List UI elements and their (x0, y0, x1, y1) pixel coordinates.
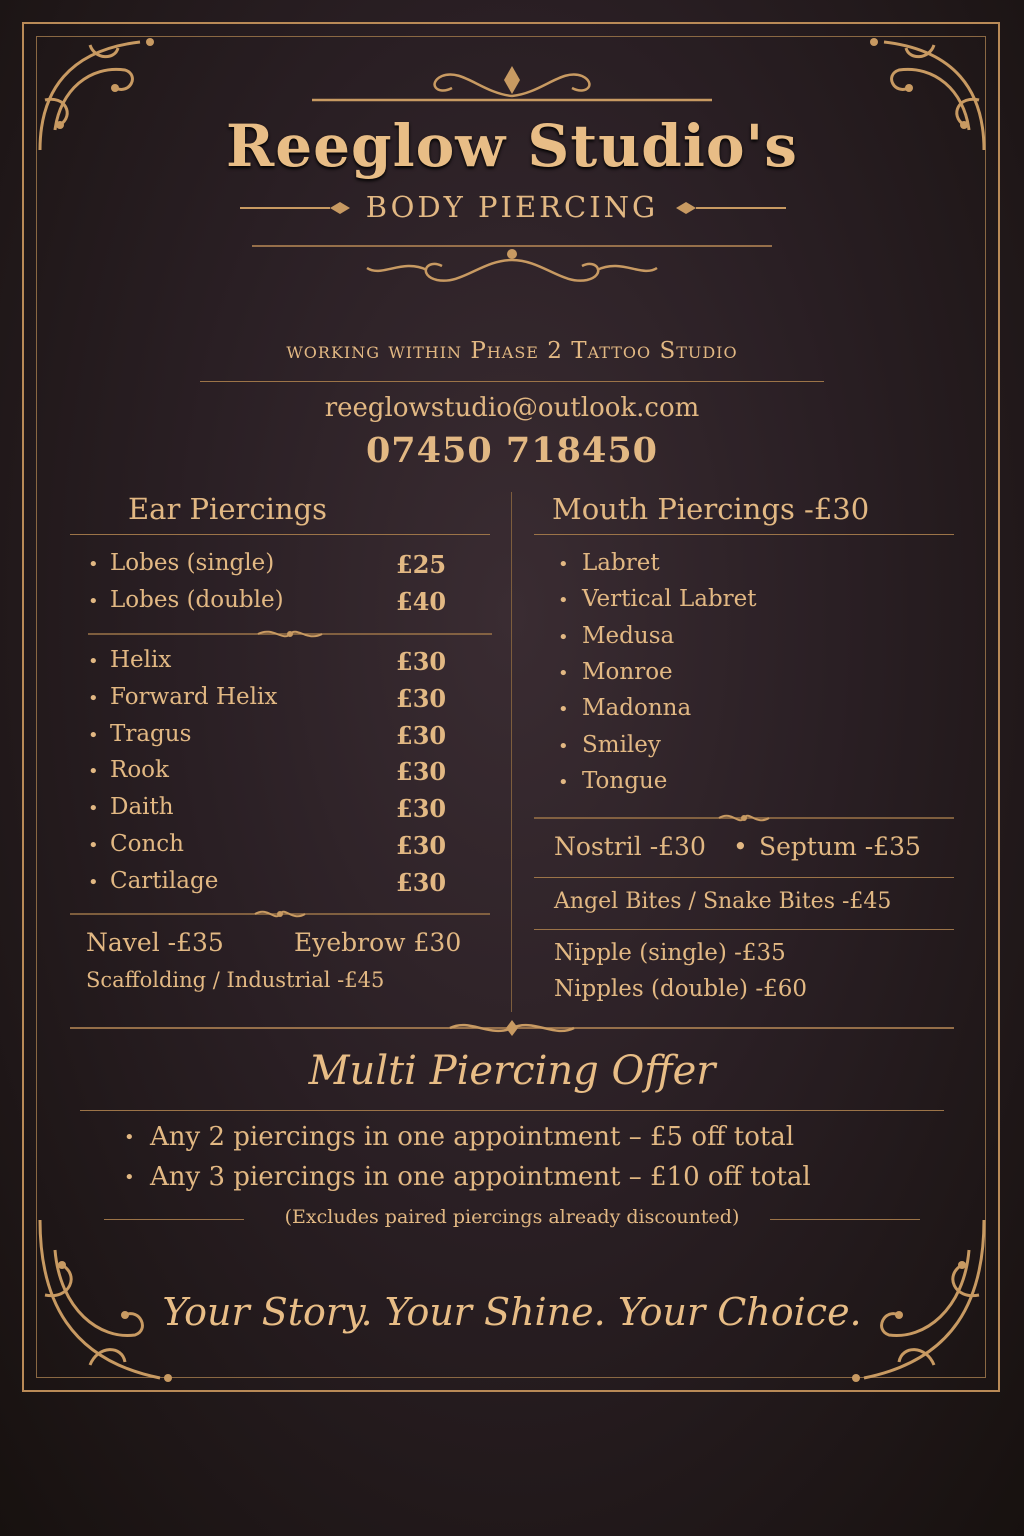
list-item-name: Tragus (110, 720, 192, 747)
bullet-icon: • (88, 798, 99, 820)
bullet-icon: • (558, 735, 569, 757)
bullet-icon: • (558, 771, 569, 793)
list-item-name: Forward Helix (110, 683, 278, 710)
nipple-single-price: Nipple (single) -£35 (554, 940, 786, 966)
list-item-price: £30 (396, 647, 447, 676)
list-item: Medusa (582, 622, 675, 649)
offer-divider-ornament (70, 1018, 954, 1038)
offer-item: Any 2 piercings in one appointment – £5 off total (150, 1122, 795, 1152)
list-item-price: £30 (396, 720, 447, 750)
divider (200, 381, 824, 382)
bullet-icon: • (88, 591, 99, 612)
scaffolding-price: Scaffolding / Industrial -£45 (86, 968, 385, 992)
bullet-icon: • (88, 554, 99, 575)
mouth-divider-ornament (534, 810, 954, 826)
column-divider (511, 492, 512, 1012)
list-item: Smiley (582, 731, 661, 758)
divider (770, 1219, 920, 1220)
divider (534, 929, 954, 930)
list-item: Tongue (582, 767, 668, 794)
tagline: Your Story. Your Shine. Your Choice. (162, 1290, 862, 1334)
list-item-name: Daith (110, 794, 174, 821)
list-item-name: Lobes (single) (110, 550, 275, 576)
list-item: Labret (582, 550, 660, 576)
list-item-price: £25 (396, 550, 447, 579)
subtitle: BODY PIERCING (365, 190, 659, 224)
list-item-name: Rook (110, 757, 169, 784)
offer-title: Multi Piercing Offer (308, 1048, 716, 1094)
divider (80, 1110, 944, 1111)
ear-divider-ornament (88, 626, 492, 642)
nostril-price: Nostril -£30 (554, 832, 706, 861)
bullet-icon: • (558, 699, 569, 721)
bullet-icon: • (88, 651, 99, 672)
list-item-price: £30 (396, 757, 447, 787)
studio-title: Reeglow Studio's (226, 112, 798, 180)
list-item-price: £30 (396, 831, 447, 860)
ear-section-title: Ear Piercings (128, 492, 327, 526)
offer-item: Any 3 piercings in one appointment – £10 off total (150, 1162, 811, 1192)
email-address[interactable]: reeglowstudio@outlook.com (324, 393, 700, 423)
header-flourish (252, 240, 772, 300)
list-item-name: Lobes (double) (110, 587, 284, 613)
bullet-icon: • (558, 662, 569, 684)
septum-price: Septum -£35 (759, 832, 921, 861)
bullet-icon: • (558, 626, 569, 648)
bullet-icon: • (88, 871, 99, 893)
list-item-name: Helix (110, 647, 172, 673)
divider (534, 534, 954, 535)
bullet-icon: • (558, 554, 569, 575)
divider (70, 534, 490, 535)
subtitle-right-rule (676, 198, 786, 218)
bullet-icon: • (124, 1167, 135, 1188)
mouth-section-title: Mouth Piercings -£30 (552, 492, 870, 526)
list-item: Vertical Labret (582, 586, 757, 613)
list-item-price: £30 (396, 683, 447, 713)
list-item-price: £30 (396, 794, 447, 824)
separator-dot: • (733, 832, 748, 861)
list-item-name: Conch (110, 831, 184, 857)
list-item-price: £40 (396, 587, 447, 616)
bullet-icon: • (88, 835, 99, 856)
working-within-text: working within Phase 2 Tattoo Studio (286, 338, 738, 364)
phone-number[interactable]: 07450 718450 (365, 430, 659, 471)
top-flourish (312, 58, 712, 108)
bullet-icon: • (88, 761, 99, 783)
eyebrow-price: Eyebrow £30 (294, 928, 462, 957)
offer-note: (Excludes paired piercings already discounted) (284, 1206, 740, 1228)
list-item: Monroe (582, 658, 673, 685)
bullet-icon: • (88, 687, 99, 709)
ear-divider-ornament (70, 906, 490, 922)
bullet-icon: • (124, 1127, 135, 1148)
list-item-name: Cartilage (110, 867, 219, 894)
list-item: Madonna (582, 695, 692, 722)
divider (534, 877, 954, 878)
bullet-icon: • (558, 590, 569, 612)
list-item-price: £30 (396, 867, 447, 897)
bites-price: Angel Bites / Snake Bites -£45 (554, 889, 892, 914)
navel-price: Navel -£35 (86, 928, 224, 957)
nipple-double-price: Nipples (double) -£60 (554, 976, 808, 1002)
bullet-icon: • (88, 724, 99, 746)
